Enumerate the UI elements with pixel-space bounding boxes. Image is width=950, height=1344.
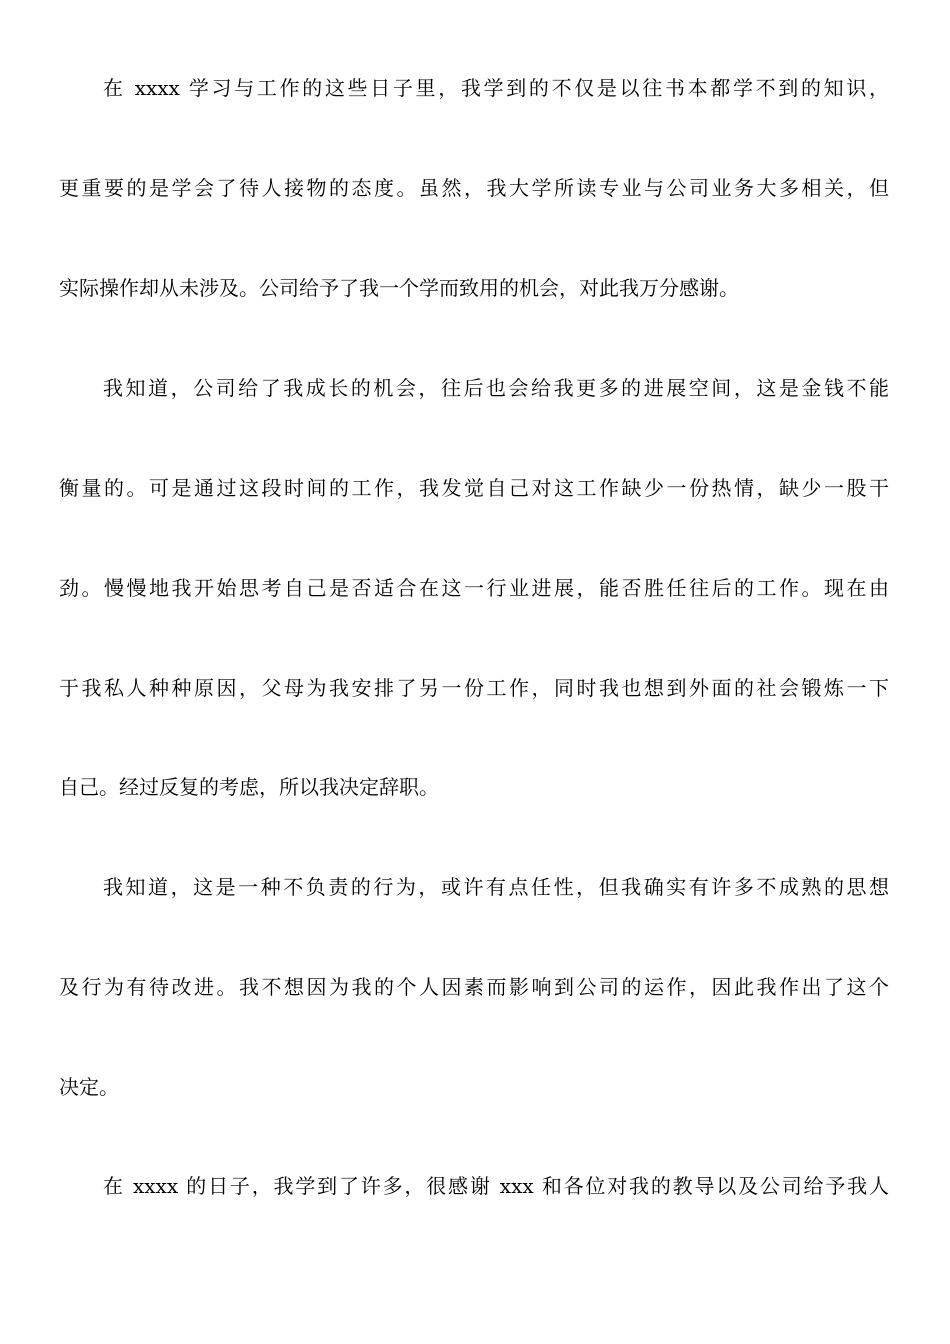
paragraph-2-line-3: 劲。慢慢地我开始思考自己是否适合在这一行业进展，能否胜任往后的工作。现在由 (59, 576, 889, 600)
paragraph-2-line-2: 衡量的。可是通过这段时间的工作，我发觉自己对这工作缺少一份热情，缺少一股干 (59, 476, 889, 500)
paragraph-1-line-1: 在 xxxx 学习与工作的这些日子里，我学到的不仅是以往书本都学不到的知识， (103, 76, 889, 100)
paragraph-4-line-1: 在 xxxx 的日子，我学到了许多，很感谢 xxx 和各位对我的教导以及公司给予我人 (103, 1174, 889, 1198)
paragraph-3-line-2: 及行为有待改进。我不想因为我的个人因素而影响到公司的运作，因此我作出了这个 (59, 975, 889, 999)
paragraph-2-line-1: 我知道，公司给了我成长的机会，往后也会给我更多的进展空间，这是金钱不能 (103, 376, 889, 400)
paragraph-2-line-5: 自己。经过反复的考虑，所以我决定辞职。 (59, 775, 439, 799)
paragraph-1-line-2: 更重要的是学会了待人接物的态度。虽然，我大学所读专业与公司业务大多相关，但 (59, 176, 889, 200)
paragraph-1-line-3: 实际操作却从未涉及。公司给予了我一个学而致用的机会，对此我万分感谢。 (59, 276, 739, 300)
paragraph-3-line-1: 我知道，这是一种不负责的行为，或许有点任性，但我确实有许多不成熟的思想 (103, 875, 889, 899)
paragraph-2-line-4: 于我私人种种原因，父母为我安排了另一份工作，同时我也想到外面的社会锻炼一下 (59, 676, 889, 700)
paragraph-3-line-3: 决定。 (59, 1075, 119, 1099)
